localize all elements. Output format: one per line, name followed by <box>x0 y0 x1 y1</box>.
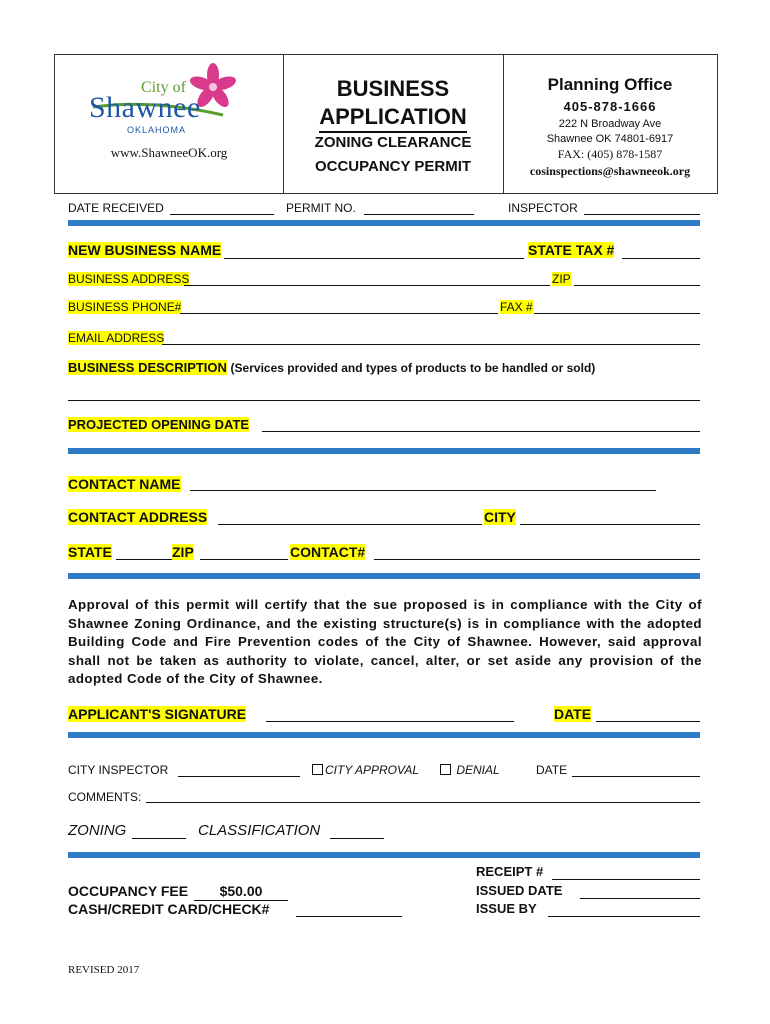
issued-date-field[interactable] <box>580 898 700 899</box>
inspection-date-field[interactable] <box>572 776 700 777</box>
city-inspector-label: CITY INSPECTOR <box>68 763 169 777</box>
city-label: CITY <box>484 509 516 525</box>
city-approval-checkbox[interactable] <box>312 764 323 775</box>
contact-address-label: CONTACT ADDRESS <box>68 509 208 525</box>
revised-note: REVISED 2017 <box>68 964 140 976</box>
section-divider <box>68 732 700 738</box>
header-box <box>54 54 718 194</box>
business-description-note: (Services provided and types of products to be handled or sold) <box>230 361 596 375</box>
section-divider <box>68 448 700 454</box>
receipt-field[interactable] <box>552 879 700 880</box>
payment-label: CASH/CREDIT CARD/CHECK# <box>68 901 270 917</box>
website-link[interactable]: www.ShawneeOK.org <box>110 145 228 160</box>
city-field[interactable] <box>520 524 700 525</box>
email-label: EMAIL ADDRESS <box>68 331 165 345</box>
signature-date-label: DATE <box>554 706 592 722</box>
payment-field[interactable] <box>296 916 402 917</box>
logo-name: Shawnee <box>89 91 201 124</box>
business-description-field[interactable] <box>68 400 700 401</box>
denial-checkbox[interactable] <box>440 764 451 775</box>
contact-zip-field[interactable] <box>200 559 288 560</box>
occupancy-fee-value: $50.00 <box>194 883 288 901</box>
business-address-label: BUSINESS ADDRESS <box>68 272 190 286</box>
state-field[interactable] <box>116 559 172 560</box>
comments-label: COMMENTS: <box>68 790 142 804</box>
office-email[interactable]: cosinspections@shawneeok.org <box>529 164 691 178</box>
business-phone-field[interactable] <box>180 313 498 314</box>
city-inspector-field[interactable] <box>178 776 300 777</box>
zoning-label: ZONING <box>68 822 127 839</box>
permit-no-label: PERMIT NO. <box>286 201 356 215</box>
city-approval-option[interactable] <box>312 763 419 777</box>
city-approval-label: CITY APPROVAL <box>325 763 420 777</box>
state-tax-label: STATE TAX # <box>528 242 615 258</box>
inspector-label: INSPECTOR <box>508 201 578 215</box>
permit-no-field[interactable] <box>364 214 474 215</box>
inspector-field[interactable] <box>584 214 700 215</box>
classification-label: CLASSIFICATION <box>198 822 321 839</box>
contact-address-field[interactable] <box>218 524 482 525</box>
signature-label: APPLICANT'S SIGNATURE <box>68 706 247 722</box>
city-logo <box>83 63 253 143</box>
state-label: STATE <box>68 544 112 560</box>
date-received-label: DATE RECEIVED <box>68 201 164 215</box>
office-fax: FAX: (405) 878-1587 <box>557 147 663 161</box>
opening-date-field[interactable] <box>262 431 700 432</box>
issued-date-label: ISSUED DATE <box>476 883 563 898</box>
section-divider <box>68 852 700 858</box>
classification-field[interactable] <box>330 838 384 839</box>
inspection-date-label: DATE <box>536 763 568 777</box>
office-phone: 405-878-1666 <box>563 99 657 114</box>
zip-label: ZIP <box>552 272 571 286</box>
form-subtitle <box>283 131 503 179</box>
business-address-field[interactable] <box>184 285 550 286</box>
section-divider <box>68 573 700 579</box>
zip-field[interactable] <box>574 285 700 286</box>
business-name-field[interactable] <box>224 258 524 259</box>
office-name: Planning Office <box>547 75 673 94</box>
denial-option[interactable] <box>440 763 500 777</box>
form-title-line2: APPLICATION <box>319 103 466 133</box>
occupancy-fee-label: OCCUPANCY FEE <box>68 883 189 899</box>
zoning-field[interactable] <box>132 838 186 839</box>
office-info <box>503 75 717 179</box>
fax-label: FAX # <box>500 300 533 314</box>
comments-field[interactable] <box>146 802 700 803</box>
business-name-label: NEW BUSINESS NAME <box>68 242 222 258</box>
opening-date-label: PROJECTED OPENING DATE <box>68 417 250 432</box>
receipt-label: RECEIPT # <box>476 864 544 879</box>
contact-name-label: CONTACT NAME <box>68 476 181 492</box>
form-subtitle-line1: ZONING CLEARANCE <box>314 134 472 151</box>
form-subtitle-line2: OCCUPANCY PERMIT <box>314 158 472 175</box>
logo-state: OKLAHOMA <box>127 125 187 135</box>
form-title <box>283 75 503 133</box>
contact-name-field[interactable] <box>190 490 656 491</box>
email-field[interactable] <box>162 344 700 345</box>
business-phone-label: BUSINESS PHONE# <box>68 300 182 314</box>
office-street: 222 N Broadway Ave <box>558 118 662 130</box>
office-city: Shawnee OK 74801-6917 <box>546 133 674 145</box>
issued-by-field[interactable] <box>548 916 700 917</box>
business-description <box>68 360 595 375</box>
logo-city-of: City of <box>141 79 186 96</box>
contact-zip-label: ZIP <box>172 544 194 560</box>
section-divider <box>68 220 700 226</box>
fax-field[interactable] <box>534 313 700 314</box>
issued-by-label: ISSUE BY <box>476 901 537 916</box>
signature-field[interactable] <box>266 721 514 722</box>
date-received-field[interactable] <box>170 214 274 215</box>
contact-number-field[interactable] <box>374 559 700 560</box>
signature-date-field[interactable] <box>596 721 700 722</box>
contact-number-label: CONTACT# <box>290 544 366 560</box>
state-tax-field[interactable] <box>622 258 700 259</box>
business-description-label: BUSINESS DESCRIPTION <box>68 360 227 375</box>
form-title-line1: BUSINESS <box>336 76 450 101</box>
approval-statement: Approval of this permit will certify that the sue proposed is in compliance with the City of Shawnee Zoning Ordinance, and the existing structure(s) is in compliance with the adopted Building Code and Fire Prevention codes of the City of Shawnee. However, said approval shall not be taken as authority to violate, cancel, alter, or set aside any provision of the adopted Code of the City of Shawnee. <box>68 597 702 686</box>
denial-label: DENIAL <box>456 763 500 777</box>
